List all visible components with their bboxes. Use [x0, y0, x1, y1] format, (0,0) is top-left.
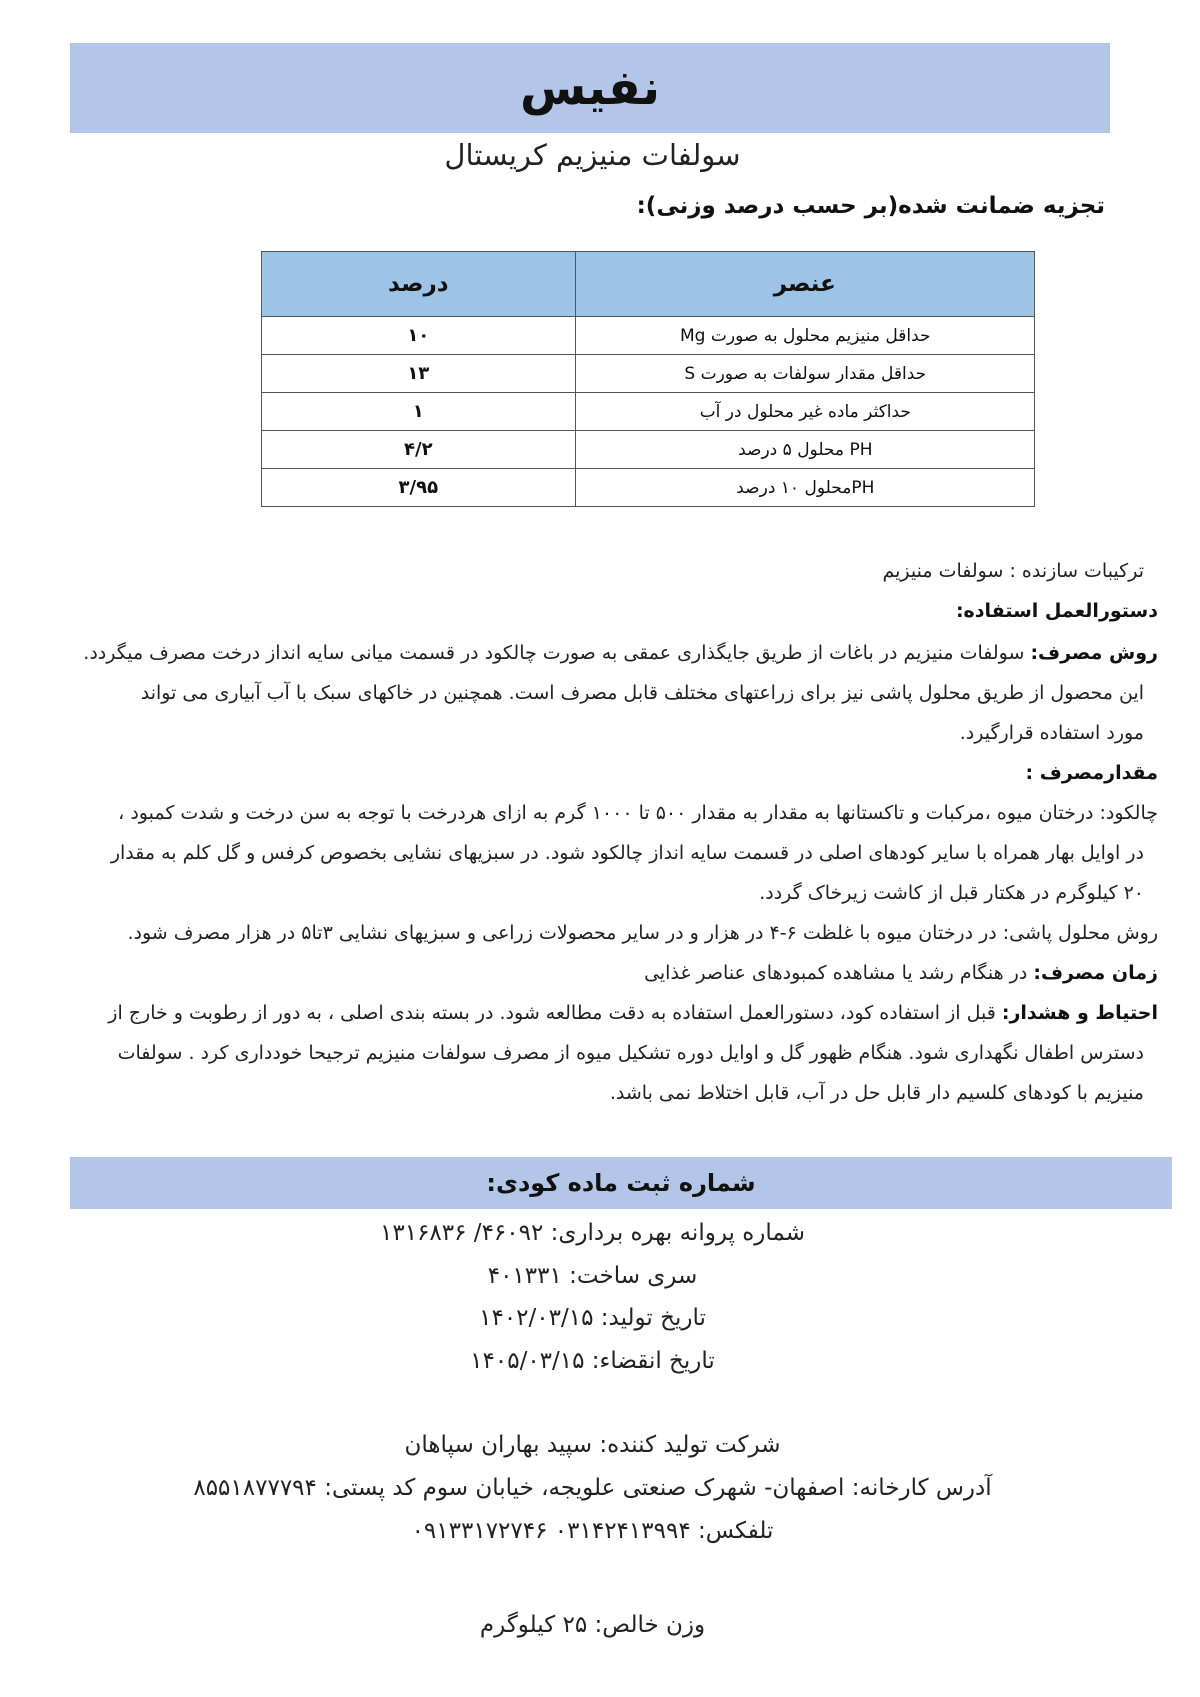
method-line-3: مورد استفاده قرارگیرد. — [959, 722, 1144, 744]
element-cell: حداقل منیزیم محلول به صورت Mg — [575, 317, 1034, 355]
warning-line-2: دسترس اطفال نگهداری شود. هنگام ظهور گل و اوایل دوره تشکیل میوه از مصرف سولفات منیزیم ترجیحا خودداری کرد . سولفات — [117, 1042, 1144, 1064]
dosage-line-1: چالکود: درختان میوه ،مرکبات و تاکستانها به مقدار به مقدار ۵۰۰ تا ۱۰۰۰ گرم به ازای هردرخت با توجه به سن درخت و شدت کمبود ، — [118, 802, 1158, 824]
method-text: سولفات منیزیم در باغات از طریق جایگذاری عمقی به صورت چالکود در قسمت میانی سایه انداز درخت مصرف میگردد. — [83, 642, 1025, 664]
warning-line-1 — [108, 1002, 1158, 1024]
brand-name: نفیس — [520, 60, 661, 116]
instructions-heading: دستورالعمل استفاده: — [955, 600, 1158, 622]
table-row — [262, 431, 1035, 469]
manufacturer-name: شرکت تولید کننده: سپید بهاران سپاهان — [404, 1432, 781, 1458]
warning-label: احتیاط و هشدار: — [1001, 1002, 1158, 1024]
net-weight: وزن خالص: ۲۵ کیلوگرم — [479, 1612, 706, 1638]
dosage-line-2: در اوایل بهار همراه با سایر کودهای اصلی در قسمت سایه انداز چالکود شود. در سبزیهای نشایی بخصوص کرفس و گل کلم به مقدار — [110, 842, 1144, 864]
element-cell: حداکثر ماده غیر محلول در آب — [575, 393, 1034, 431]
registration-heading: شماره ثبت ماده کودی: — [486, 1169, 756, 1197]
percent-cell: ۱۳ — [262, 355, 576, 393]
license-number: شماره پروانه بهره برداری: ۴۶۰۹۲/ ۱۳۱۶۸۳۶ — [380, 1220, 805, 1246]
table-header-row — [262, 252, 1035, 317]
warning-text: قبل از استفاده کود، دستورالعمل استفاده به دقت مطالعه شود. در بسته بندی اصلی ، به دور از رطوبت و خارج از — [108, 1002, 996, 1024]
warning-line-3: منیزیم با کودهای کلسیم دار قابل حل در آب، قابل اختلاط نمی باشد. — [609, 1082, 1144, 1104]
analysis-heading: تجزیه ضمانت شده(بر حسب درصد وزنی): — [636, 193, 1105, 219]
percent-cell: ۳/۹۵ — [262, 469, 576, 507]
element-cell: PH محلول ۵ درصد — [575, 431, 1034, 469]
factory-address: آدرس کارخانه: اصفهان- شهرک صنعتی علویجه، خیابان سوم کد پستی: ۸۵۵۱۸۷۷۷۹۴ — [193, 1475, 992, 1501]
method-label: روش مصرف: — [1030, 642, 1158, 664]
percent-cell: ۱ — [262, 393, 576, 431]
element-cell: PHمحلول ۱۰ درصد — [575, 469, 1034, 507]
table-row — [262, 317, 1035, 355]
composition-table — [261, 251, 1035, 507]
dosage-line-3: ۲۰ کیلوگرم در هکتار قبل از کاشت زیرخاک گردد. — [759, 882, 1144, 904]
percent-cell: ۱۰ — [262, 317, 576, 355]
time-line — [644, 962, 1158, 984]
table-row — [262, 355, 1035, 393]
time-text: در هنگام رشد یا مشاهده کمبودهای عناصر غذایی — [644, 962, 1028, 984]
batch-number: سری ساخت: ۴۰۱۳۳۱ — [487, 1263, 698, 1289]
composition-line: ترکیبات سازنده : سولفات منیزیم — [882, 560, 1144, 582]
method-line-1 — [83, 642, 1158, 664]
spray-line: روش محلول پاشی: در درختان میوه با غلظت ۶-۴ در هزار و در سایر محصولات زراعی و سبزیهای نشایی ۳تا۵ در هزار مصرف شود. — [127, 922, 1158, 944]
dosage-heading: مقدارمصرف : — [1025, 762, 1158, 784]
element-cell: حداقل مقدار سولفات به صورت S — [575, 355, 1034, 393]
table-row — [262, 393, 1035, 431]
table-row — [262, 469, 1035, 507]
phone-fax: تلفکس: ۰۳۱۴۲۴۱۳۹۹۴ ۰۹۱۳۳۱۷۲۷۴۶ — [411, 1518, 774, 1544]
production-date: تاریخ تولید: ۱۴۰۲/۰۳/۱۵ — [479, 1305, 706, 1331]
product-name: سولفات منیزیم کریستال — [444, 138, 741, 172]
title-band — [70, 43, 1110, 133]
column-header-percent: درصد — [262, 252, 576, 317]
percent-cell: ۴/۲ — [262, 431, 576, 469]
registration-band — [70, 1157, 1172, 1209]
expiry-date: تاریخ انقضاء: ۱۴۰۵/۰۳/۱۵ — [470, 1348, 715, 1374]
time-label: زمان مصرف: — [1033, 962, 1158, 984]
column-header-element: عنصر — [575, 252, 1034, 317]
method-line-2: این محصول از طریق محلول پاشی نیز برای زراعتهای مختلف قابل مصرف است. همچنین در خاکهای سبک با آب آبیاری می تواند — [140, 682, 1144, 704]
